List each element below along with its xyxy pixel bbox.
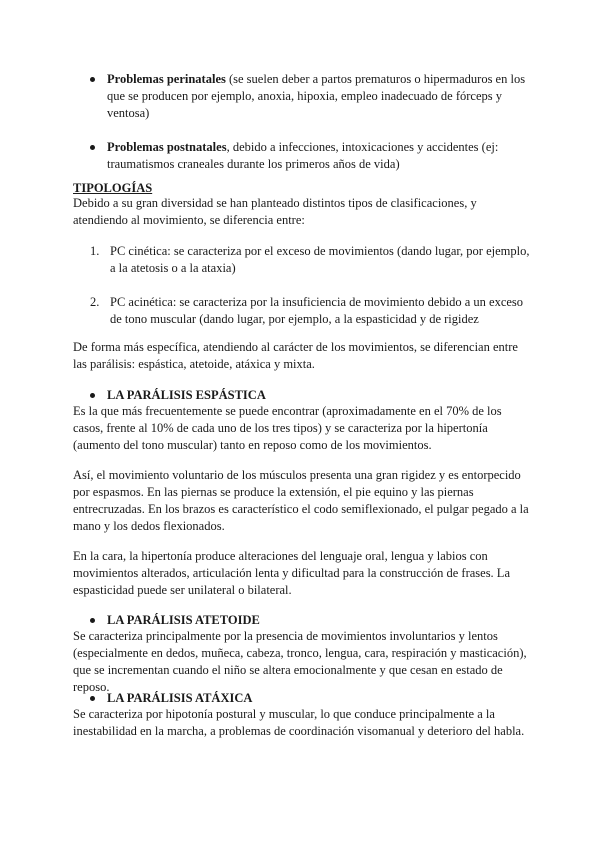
section-heading-atetoide xyxy=(90,612,260,629)
tipologias-list xyxy=(90,243,530,345)
item-number: 1. xyxy=(90,244,100,258)
section-title: LA PARÁLISIS ESPÁSTICA xyxy=(107,388,266,402)
cause-text: , debido a infecciones, intoxicaciones y accidentes (ej: traumatismos craneales durante los primeros años de vida) xyxy=(107,140,499,171)
espastica-paragraph-1: Es la que más frecuentemente se puede encontrar (aproximadamente en el 70% de los casos, frente al 10% de cada uno de los tres tipos) y se caracteriza por la hipertonía (aumento del tono muscular) tanto en reposo como de los movimientos. xyxy=(73,404,502,452)
atetoide-paragraph: Se caracteriza principalmente por la presencia de movimientos involuntarios y lentos (especialmente en dedos, muñeca, cabeza, tronco, lengua, cara, respiración y masticación), que se incrementan cuando el niño se altera emocionalmente y que cesan en estado de reposo. xyxy=(73,629,527,694)
section-heading-ataxica xyxy=(90,690,252,707)
section-heading-espastica xyxy=(90,387,266,404)
section-title: LA PARÁLISIS ATÁXICA xyxy=(107,691,253,705)
list-item xyxy=(90,71,530,122)
item-number: 2. xyxy=(90,295,100,309)
causes-list xyxy=(90,71,530,190)
espastica-paragraph-3: En la cara, la hipertonía produce alteraciones del lenguaje oral, lengua y labios con movimientos alterados, articulación lenta y dificultad para la construcción de frases. La espasticidad puede ser unilateral o bilateral. xyxy=(73,549,510,597)
section-title: LA PARÁLISIS ATETOIDE xyxy=(107,613,260,627)
tipologias-specific: De forma más específica, atendiendo al carácter de los movimientos, se diferencian entre las parálisis: espástica, atetoide, atáxica y mixta. xyxy=(73,340,518,371)
list-item xyxy=(90,294,530,328)
section-heading-tipologias: TIPOLOGÍAS xyxy=(73,181,153,195)
cause-term: Problemas perinatales xyxy=(107,72,226,86)
cause-text: (se suelen deber a partos prematuros o hipermaduros en los que se producen por ejemplo, anoxia, hipoxia, empleo inadecuado de fórceps y ventosa) xyxy=(107,72,526,120)
ataxica-paragraph: Se caracteriza por hipotonía postural y muscular, lo que conduce principalmente a la inestabilidad en la marcha, a problemas de coordinación visomanual y deterioro del habla. xyxy=(73,707,525,738)
tipologias-intro: Debido a su gran diversidad se han planteado distintos tipos de clasificaciones, y atendiendo al movimiento, se diferencia entre: xyxy=(73,196,477,227)
bullet-icon xyxy=(90,393,95,398)
list-item xyxy=(90,243,530,277)
espastica-paragraph-2: Así, el movimiento voluntario de los músculos presenta una gran rigidez y es entorpecido por espasmos. En las piernas se produce la extensión, el pie equino y las piernas entrecruzadas. En los brazos es característico el codo semiflexionado, el pulgar pegado a la mano y los dedos flexionados. xyxy=(73,468,529,533)
item-text: PC cinética: se caracteriza por el exceso de movimientos (dando lugar, por ejemplo, a la atetosis o a la ataxia) xyxy=(110,244,530,275)
item-text: PC acinética: se caracteriza por la insuficiencia de movimiento debido a un exceso de tono muscular (dando lugar, por ejemplo, a la espasticidad y de rigidez xyxy=(110,295,524,326)
bullet-icon xyxy=(90,618,95,623)
bullet-icon xyxy=(90,696,95,701)
cause-term: Problemas postnatales xyxy=(107,140,227,154)
list-item xyxy=(90,139,530,173)
